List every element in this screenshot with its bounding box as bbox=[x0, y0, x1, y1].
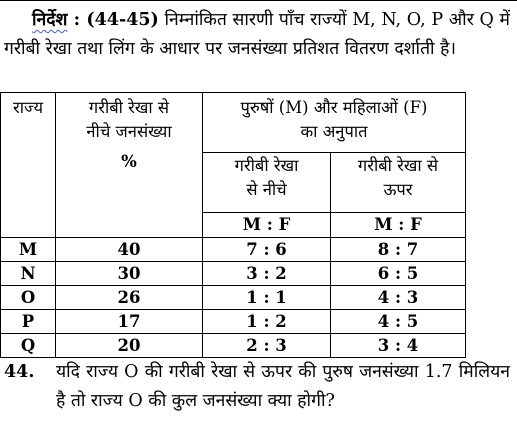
question-number: 44. bbox=[4, 362, 35, 382]
header-poverty-line-3: % bbox=[121, 152, 137, 171]
header-ratio-2: का अनुपात bbox=[300, 122, 368, 141]
table-row bbox=[1, 310, 466, 334]
header-below-1: गरीबी रेखा bbox=[234, 156, 299, 175]
directions-separator: : bbox=[67, 10, 87, 30]
directions-paragraph bbox=[4, 6, 510, 64]
cell-state: O bbox=[1, 286, 56, 310]
header-poverty-line-1: गरीबी रेखा से bbox=[88, 98, 170, 117]
cell-state: Q bbox=[1, 334, 56, 358]
question-text: यदि राज्य O की गरीबी रेखा से ऊपर की पुरुष जनसंख्या 1.7 मिलियन है तो राज्य O की कुल जनसंख्या क्या होगी? bbox=[56, 362, 510, 411]
cell-state: P bbox=[1, 310, 56, 334]
header-above-1: गरीबी रेखा से bbox=[357, 156, 439, 175]
cell-percent: 26 bbox=[56, 286, 203, 310]
cell-below-ratio: 3 : 2 bbox=[203, 262, 331, 286]
directions-label-word: निर्देश bbox=[32, 10, 68, 30]
header-ratio-1: पुरुषों (M) और महिलाओं (F) bbox=[240, 98, 428, 117]
cell-above-ratio: 4 : 5 bbox=[331, 310, 466, 334]
cell-above-ratio: 4 : 3 bbox=[331, 286, 466, 310]
header-below-2: से नीचे bbox=[246, 180, 287, 199]
cell-below-ratio: 1 : 2 bbox=[203, 310, 331, 334]
cell-above-ratio: 8 : 7 bbox=[331, 238, 466, 262]
header-mf-below: M : F bbox=[203, 213, 331, 238]
top-border-line bbox=[0, 0, 517, 1]
directions-text: निम्नांकित सारणी पाँच राज्यों M, N, O, P और Q में गरीबी रेखा तथा लिंग के आधार पर जनसंख्या प्रतिशत वितरण दर्शाती है। bbox=[4, 10, 510, 59]
header-state-label: राज्य bbox=[12, 98, 44, 117]
header-row-1 bbox=[1, 93, 466, 153]
cell-below-ratio: 1 : 1 bbox=[203, 286, 331, 310]
data-table bbox=[0, 92, 466, 358]
table-row bbox=[1, 286, 466, 310]
cell-above-ratio: 3 : 4 bbox=[331, 334, 466, 358]
header-poverty-line bbox=[56, 93, 203, 238]
cell-below-ratio: 2 : 3 bbox=[203, 334, 331, 358]
cell-state: M bbox=[1, 238, 56, 262]
cell-percent: 30 bbox=[56, 262, 203, 286]
cell-percent: 20 bbox=[56, 334, 203, 358]
header-ratio bbox=[203, 93, 466, 153]
cell-percent: 40 bbox=[56, 238, 203, 262]
header-poverty-line-2: नीचे जनसंख्या bbox=[86, 122, 172, 141]
cell-below-ratio: 7 : 6 bbox=[203, 238, 331, 262]
directions-label bbox=[32, 10, 159, 30]
cell-above-ratio: 6 : 5 bbox=[331, 262, 466, 286]
table-row bbox=[1, 238, 466, 262]
header-above bbox=[331, 153, 466, 213]
cell-percent: 17 bbox=[56, 310, 203, 334]
header-state bbox=[1, 93, 56, 238]
header-above-2: ऊपर bbox=[383, 180, 413, 199]
header-mf-above: M : F bbox=[331, 213, 466, 238]
table-row bbox=[1, 334, 466, 358]
question-44 bbox=[4, 358, 510, 416]
header-below bbox=[203, 153, 331, 213]
cell-state: N bbox=[1, 262, 56, 286]
table-row bbox=[1, 262, 466, 286]
directions-range: (44-45) bbox=[86, 10, 159, 30]
